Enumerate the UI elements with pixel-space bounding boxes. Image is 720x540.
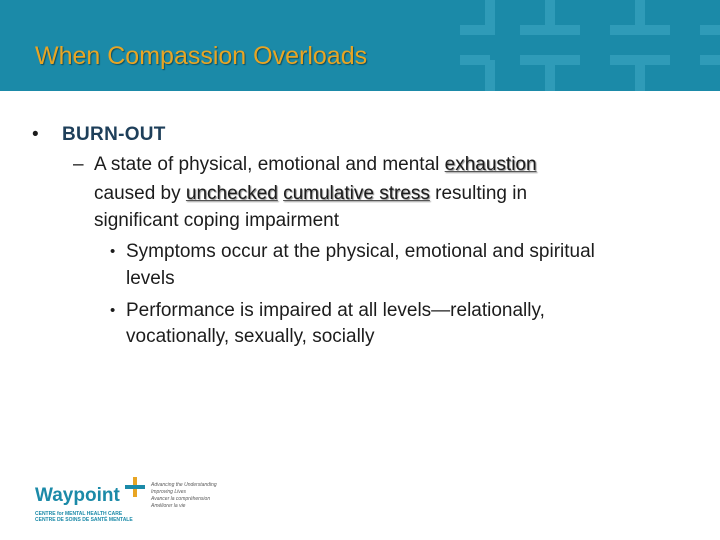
underlined-word-unchecked: unchecked [185, 183, 278, 204]
tagline-line: Advancing the Understanding [151, 482, 217, 488]
sub-bullet-marker: • [110, 243, 116, 260]
slide-title: When Compassion Overloads [35, 42, 368, 70]
definition-line-3: significant coping impairment [94, 210, 340, 231]
logo-tagline [151, 482, 231, 510]
tagline-line: Avancer la compréhension [151, 496, 211, 502]
cross-icon [125, 477, 145, 497]
tagline-line: Améliorer la vie [151, 503, 186, 509]
definition-text: A state of physical, emotional and mental [94, 154, 445, 175]
sub-bullet-1-line-2: levels [126, 268, 175, 289]
definition-line-2 [94, 183, 527, 205]
definition-line-1 [94, 154, 537, 176]
sub-bullet-1-line-1: Symptoms occur at the physical, emotional and spiritual [126, 241, 595, 262]
dash-marker: – [73, 154, 84, 175]
definition-text: caused by [94, 183, 186, 204]
bullet-marker: • [32, 124, 39, 145]
underlined-word-exhaustion: exhaustion [444, 154, 537, 175]
logo-subtitle-en: CENTRE for MENTAL HEALTH CARE [35, 511, 123, 517]
tagline-line: Improving Lives [151, 489, 187, 495]
decorative-cross-pattern [420, 0, 720, 91]
bullet-heading: BURN-OUT [62, 124, 166, 145]
definition-text: resulting in [429, 183, 528, 204]
header-banner [0, 0, 720, 91]
waypoint-logo [33, 477, 233, 527]
underlined-phrase-cumulative-stress: cumulative stress [283, 183, 430, 204]
logo-subtitle [35, 511, 133, 523]
sub-bullet-marker: • [110, 302, 116, 319]
logo-wordmark: Waypoint [35, 485, 120, 506]
sub-bullet-2-line-2: vocationally, sexually, socially [126, 326, 375, 347]
logo-subtitle-fr: CENTRE DE SOINS DE SANTÉ MENTALE [35, 517, 133, 523]
sub-bullet-2-line-1: Performance is impaired at all levels—relationally, [126, 300, 545, 321]
